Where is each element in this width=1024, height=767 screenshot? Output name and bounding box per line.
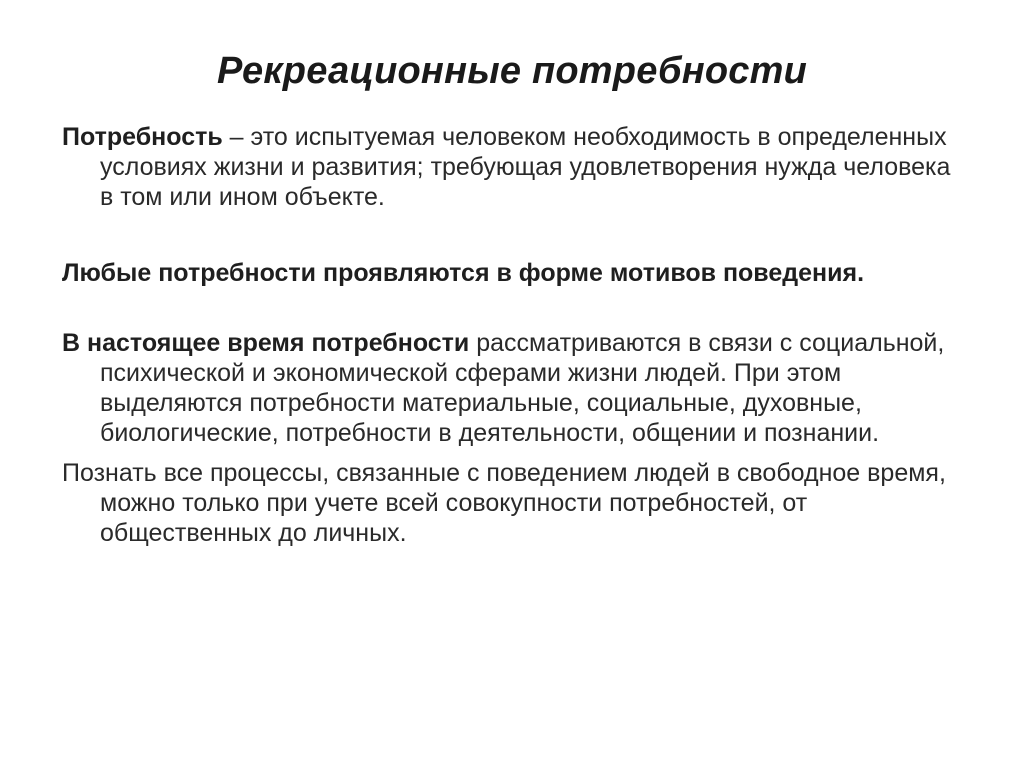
paragraph-present — [62, 328, 962, 448]
paragraph-motives-text: Любые потребности проявляются в форме мотивов поведения. — [62, 259, 865, 287]
paragraph-motives — [62, 258, 962, 288]
paragraph-definition-text: – это испытуемая человеком необходимость в определенных условиях жизни и развития; требующая удовлетворения нужда человека в том или ином объекте. — [100, 123, 951, 211]
paragraph-present-lead: В настоящее время потребности — [62, 329, 470, 357]
paragraph-present-text: рассматриваются в связи с социальной, психической и экономической сферами жизни людей. При этом выделяются потребности материальные, социальные, духовные, биологические, потребности в деятельности, общении и познании. — [100, 329, 945, 447]
paragraph-definition-term: Потребность — [62, 123, 223, 151]
paragraph-leisure — [62, 458, 962, 548]
paragraph-definition — [62, 122, 962, 212]
paragraph-leisure-text: Познать все процессы, связанные с поведением людей в свободное время, можно только при учете всей совокупности потребностей, от общественных до личных. — [62, 459, 946, 547]
slide-content — [62, 122, 962, 548]
slide-title: Рекреационные потребности — [216, 50, 808, 92]
